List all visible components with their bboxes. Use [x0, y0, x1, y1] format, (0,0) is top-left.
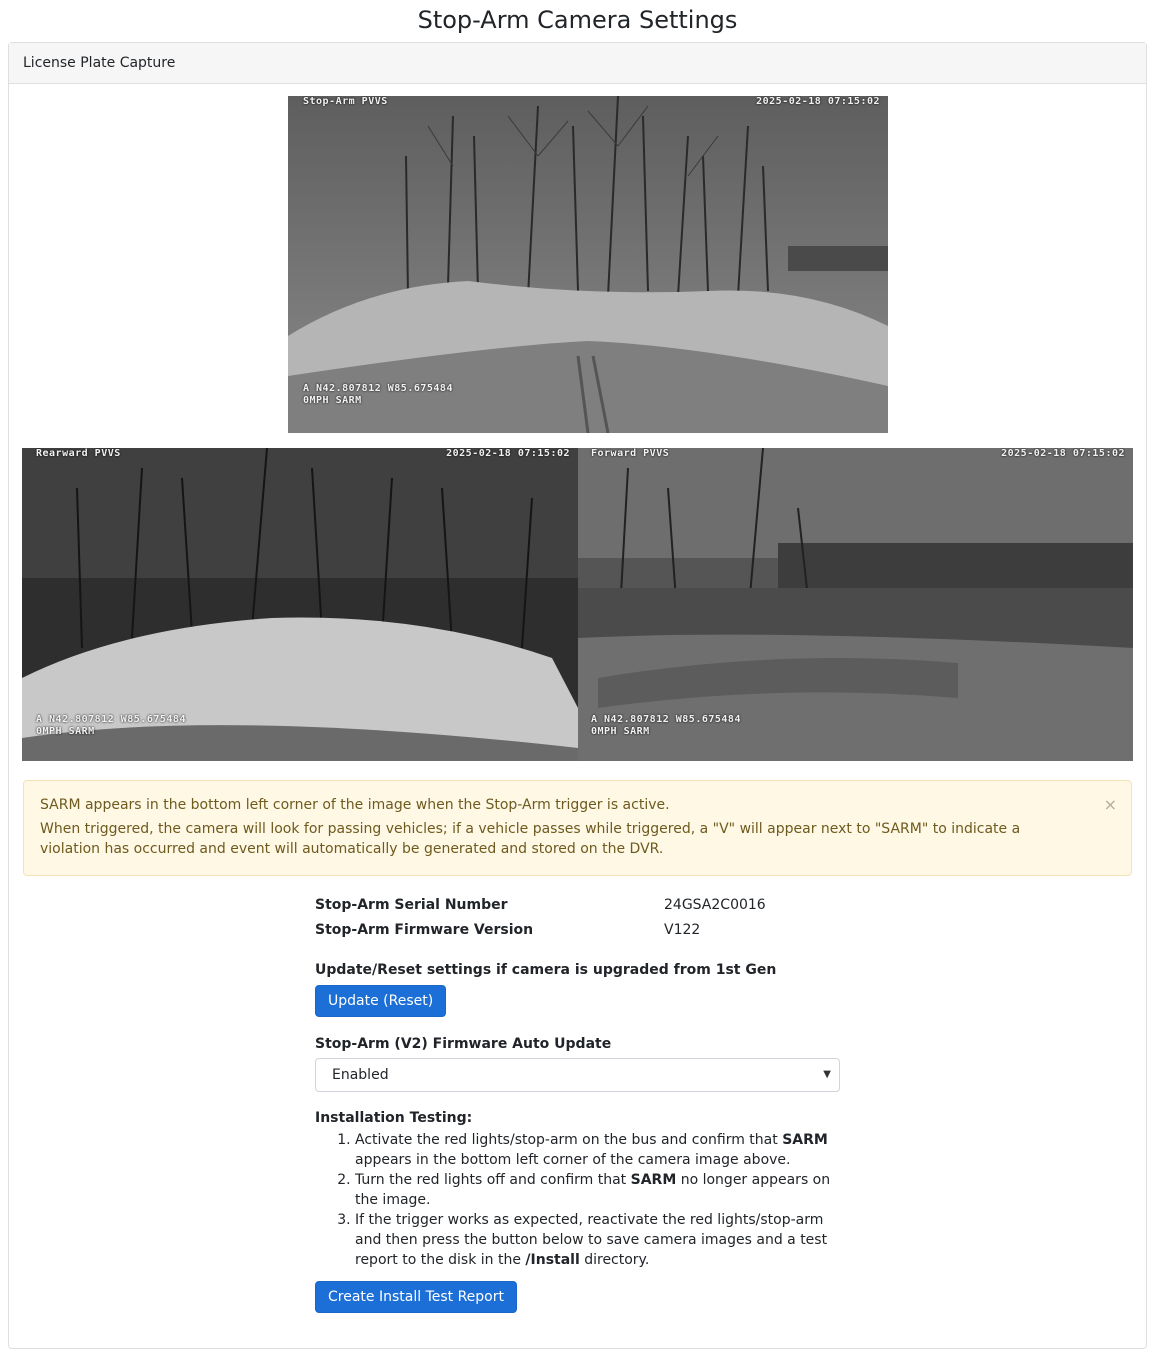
auto-update-select[interactable] [315, 1058, 840, 1092]
camera-gps: A N42.807812 W85.675484 [591, 714, 741, 725]
rearward-camera-image [22, 448, 578, 761]
create-install-test-report-button[interactable]: Create Install Test Report [315, 1281, 517, 1313]
camera-name: Rearward PVVS [36, 448, 121, 459]
update-reset-button[interactable]: Update (Reset) [315, 985, 446, 1017]
update-reset-heading: Update/Reset settings if camera is upgraded from 1st Gen [315, 962, 777, 978]
camera-status: 0MPH SARM [303, 395, 362, 406]
firmware-version-value: V122 [664, 922, 701, 938]
forward-camera-image [578, 448, 1133, 761]
camera-timestamp: 2025-02-18 07:15:02 [446, 448, 570, 459]
step-1: 1. Activate the red lights/stop-arm on the bus and confirm that SARM appears in the bottom left corner of the camera image above. [355, 1130, 845, 1170]
serial-number-value: 24GSA2C0016 [664, 897, 766, 913]
camera-status: 0MPH SARM [36, 726, 95, 737]
camera-timestamp: 2025-02-18 07:15:02 [756, 96, 880, 107]
installation-steps [315, 1130, 845, 1270]
step-2: 2. Turn the red lights off and confirm that SARM no longer appears on the image. [355, 1170, 845, 1210]
step-3: 3. If the trigger works as expected, reactivate the red lights/stop-arm and then press the button below to save camera images and a test report to the disk in the /Install directory. [355, 1210, 845, 1270]
camera-gps: A N42.807812 W85.675484 [36, 714, 186, 725]
alert-line-2: When triggered, the camera will look for passing vehicles; if a vehicle passes while triggered, a "V" will appear next to "SARM" to indicate a violation has occurred and event will automatically be generated and stored on the DVR. [40, 821, 1021, 857]
camera-name: Stop-Arm PVVS [303, 96, 388, 107]
update-reset-section [315, 962, 855, 1017]
auto-update-section [315, 1036, 855, 1092]
license-plate-capture-card [8, 42, 1147, 1349]
camera-status: 0MPH SARM [591, 726, 650, 737]
alert-line-1: SARM appears in the bottom left corner of the image when the Stop-Arm trigger is active. [40, 797, 670, 813]
sarm-info-alert [23, 780, 1132, 876]
stop-arm-camera-image [288, 96, 888, 433]
installation-testing-heading: Installation Testing: [315, 1110, 473, 1126]
chevron-down-icon: ▼ [823, 1069, 831, 1080]
auto-update-selected: Enabled [332, 1067, 389, 1083]
card-header: License Plate Capture [9, 43, 1146, 84]
installation-testing-section [315, 1110, 845, 1313]
alert-close-icon[interactable]: × [1103, 795, 1117, 814]
page-title: Stop-Arm Camera Settings [417, 6, 738, 34]
camera-name: Forward PVVS [591, 448, 670, 459]
camera-timestamp: 2025-02-18 07:15:02 [1001, 448, 1125, 459]
camera-gps: A N42.807812 W85.675484 [303, 383, 453, 394]
firmware-version-label: Stop-Arm Firmware Version [315, 922, 534, 938]
auto-update-label: Stop-Arm (V2) Firmware Auto Update [315, 1036, 612, 1052]
serial-number-label: Stop-Arm Serial Number [315, 897, 508, 913]
